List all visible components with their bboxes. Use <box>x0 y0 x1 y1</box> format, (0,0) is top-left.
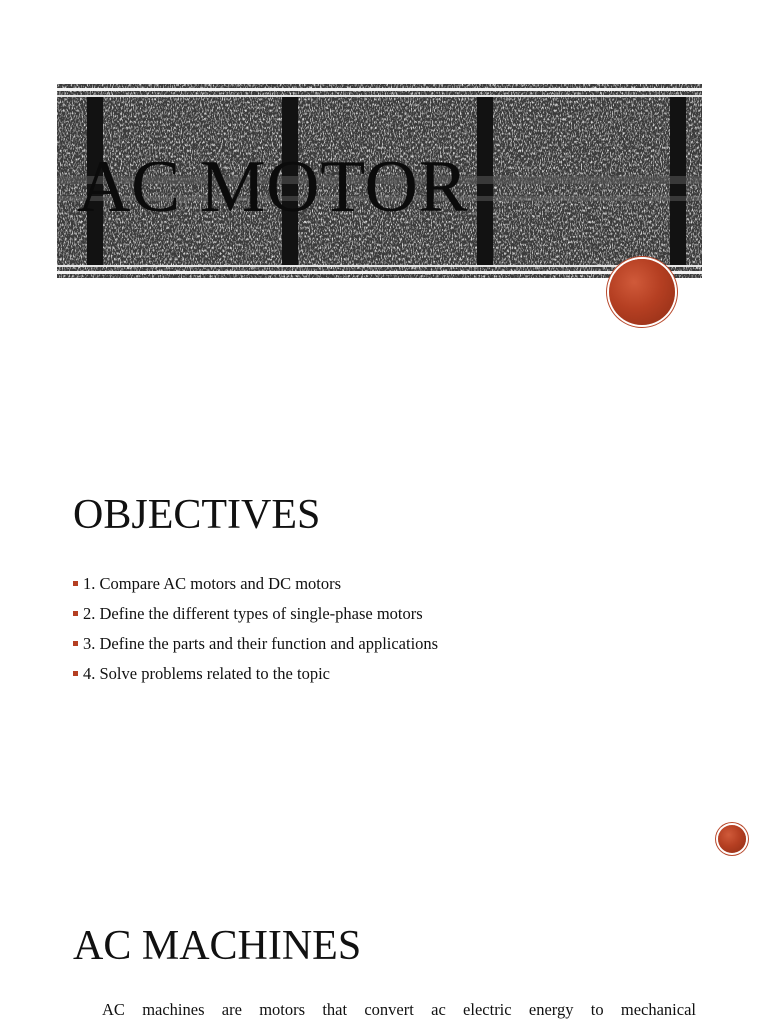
objectives-list <box>73 569 438 689</box>
list-item <box>73 629 438 659</box>
paragraph-text: AC machines are motors that convert ac electric energy to mechanical <box>102 1000 696 1019</box>
list-item <box>73 599 438 629</box>
title-texture-band <box>57 84 702 278</box>
list-item-text: 4. Solve problems related to the topic <box>83 664 330 683</box>
decorative-orb-small <box>718 825 746 853</box>
square-bullet-icon <box>73 611 78 616</box>
list-item-text: 2. Define the different types of single-phase motors <box>83 604 423 623</box>
body-paragraph <box>102 998 696 1022</box>
objectives-heading: OBJECTIVES <box>73 492 321 538</box>
list-item <box>73 659 438 689</box>
decorative-orb <box>609 259 675 325</box>
square-bullet-icon <box>73 641 78 646</box>
list-item-text: 1. Compare AC motors and DC motors <box>83 574 342 593</box>
square-bullet-icon <box>73 581 78 586</box>
ac-machines-heading: AC MACHINES <box>73 923 362 969</box>
square-bullet-icon <box>73 671 78 676</box>
title-slide <box>0 0 768 340</box>
list-item-text: 3. Define the parts and their function and applications <box>83 634 439 653</box>
slide-title: AC MOTOR <box>77 146 469 228</box>
list-item <box>73 569 438 599</box>
